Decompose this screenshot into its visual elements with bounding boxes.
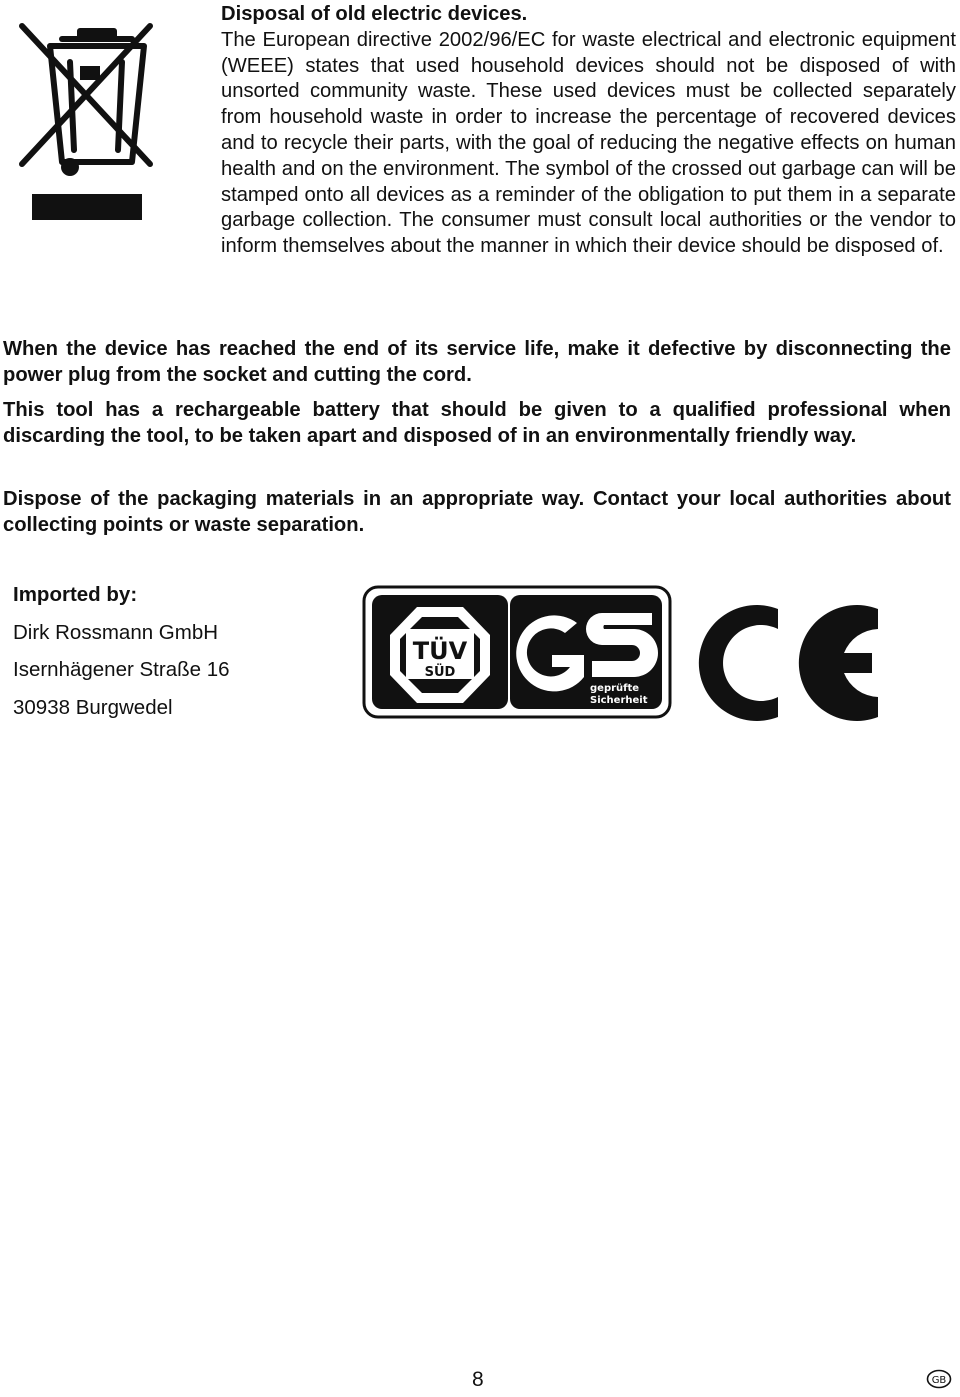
language-badge: [926, 1369, 952, 1389]
language-badge-text: GB: [931, 1375, 947, 1386]
weee-crossed-bin-icon: [18, 22, 158, 227]
battery-paragraph: This tool has a rechargeable battery that should be given to a qualified professional when discarding the tool, to be taken apart and disposed of in an environmentally friendly way.: [3, 399, 951, 447]
tuv-gs-mark: [364, 587, 670, 717]
end-of-life-paragraph: When the device has reached the end of its service life, make it defective by disconnecting the power plug from the socket and cutting the cord.: [3, 338, 951, 386]
disposal-section: [221, 2, 956, 260]
ce-mark-icon: [699, 605, 878, 721]
tuv-text: TÜV: [412, 637, 468, 665]
importer-company: Dirk Rossmann GmbH: [13, 620, 219, 644]
importer-label: Imported by:: [13, 583, 138, 606]
packaging-paragraph: Dispose of the packaging materials in an appropriate way. Contact your local authorities about collecting points or waste separation.: [3, 488, 951, 536]
importer-street: Isernhägener Straße 16: [13, 658, 230, 681]
importer-block: [13, 583, 230, 733]
page-number: 8: [472, 1368, 484, 1391]
sud-text: SÜD: [424, 665, 456, 680]
gs-line1: geprüfte: [590, 683, 640, 694]
importer-city: 30938 Burgwedel: [13, 695, 173, 719]
disposal-title: Disposal of old electric devices.: [221, 3, 528, 25]
gs-line2: Sicherheit: [590, 695, 648, 706]
certification-logos: [362, 585, 882, 725]
disposal-body: The European directive 2002/96/EC for waste electrical and electronic equipment (WEEE) states that used household devices should not be disposed of with unsorted community waste. These used devices must be collected separately from household waste in order to increase the percentage of recovered devices and to recycle their parts, with the goal of reducing the negative effects on human health and on the environment. The symbol of the crossed out garbage can will be stamped onto all devices as a reminder of the obligation to put them in a separate garbage collection. The consumer must consult local authorities or the vendor to inform themselves about the manner in which their device should be disposed of.: [221, 28, 956, 258]
